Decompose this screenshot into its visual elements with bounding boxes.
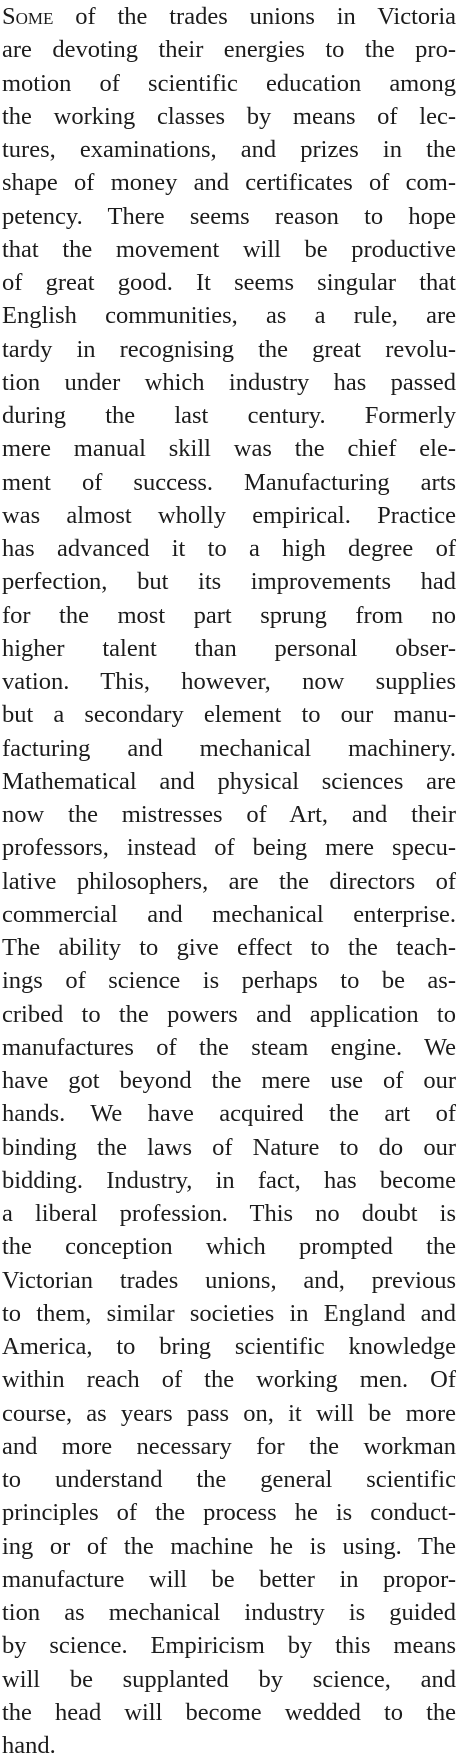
article-line: has advanced it to a high degree of <box>2 535 456 562</box>
article-line: the working classes by means of lec- <box>2 102 456 130</box>
article-line: cribed to the powers and application to <box>2 1000 456 1028</box>
article-line: but a secondary element to our manu- <box>2 701 456 729</box>
article-line: of great good. It seems singular that <box>2 269 456 296</box>
article-line: tion as mechanical industry is guided <box>2 1599 456 1626</box>
article-line: Mathematical and physical sciences are <box>2 767 456 795</box>
article-line: motion of scientific education among <box>2 69 456 97</box>
article-line: commercial and mechanical enterprise. <box>2 900 456 928</box>
article-line: principles of the process he is conduct- <box>2 1499 456 1527</box>
article-line: ings of science is perhaps to be as- <box>2 967 456 995</box>
article-line: ing or of the machine he is using. The <box>2 1532 456 1560</box>
article-line: manufactures of the steam engine. We <box>2 1033 456 1061</box>
article-line: the conception which prompted the <box>2 1233 456 1261</box>
article-line: English communities, as a rule, are <box>2 302 456 330</box>
article-line: shape of money and certificates of com- <box>2 169 456 197</box>
lead-word: Some <box>2 3 54 30</box>
article-line: perfection, but its improvements had <box>2 568 456 596</box>
article-line: Victorian trades unions, and, previous <box>2 1266 456 1294</box>
article-line: facturing and mechanical machinery. <box>2 734 456 762</box>
article-line: have got beyond the mere use of our <box>2 1067 456 1094</box>
article-line: vation. This, however, now supplies <box>2 668 456 695</box>
article-line: the head will become wedded to the <box>2 1698 456 1726</box>
article-line: ment of success. Manufacturing arts <box>2 468 456 496</box>
article-line: was almost wholly empirical. Practice <box>2 501 456 529</box>
article-line: tardy in recognising the great revolu- <box>2 335 456 363</box>
article-line: America, to bring scientific knowledge <box>2 1333 456 1360</box>
article-line: hand. <box>2 1732 56 1759</box>
article-line: course, as years pass on, it will be more <box>2 1399 456 1427</box>
article-line: bidding. Industry, in fact, has become <box>2 1166 456 1194</box>
article-line: petency. There seems reason to hope <box>2 202 456 230</box>
article-line: manufacture will be better in propor- <box>2 1565 456 1593</box>
article-line: a liberal profession. This no doubt is <box>2 1200 456 1227</box>
article-line: will be supplanted by science, and <box>2 1665 456 1693</box>
article-line: by science. Empiricism by this means <box>2 1632 456 1660</box>
article-line: that the movement will be productive <box>2 235 456 263</box>
article-line: binding the laws of Nature to do our <box>2 1133 456 1161</box>
article-line: during the last century. Formerly <box>2 402 456 429</box>
article-line: Some of the trades unions in Victoria <box>2 3 456 30</box>
article-line: are devoting their energies to the pro- <box>2 36 456 64</box>
article-line: tion under which industry has passed <box>2 368 456 396</box>
article-line: now the mistresses of Art, and their <box>2 801 456 828</box>
article-line: and more necessary for the workman <box>2 1432 456 1460</box>
article-line: professors, instead of being mere specu- <box>2 834 456 862</box>
article-line: lative philosophers, are the directors of <box>2 867 456 895</box>
article-line: hands. We have acquired the art of <box>2 1100 456 1128</box>
article-line: higher talent than personal obser- <box>2 634 456 662</box>
article-line: The ability to give effect to the teach- <box>2 934 456 961</box>
article-line: to understand the general scientific <box>2 1466 456 1493</box>
article-line: tures, examinations, and prizes in the <box>2 136 456 163</box>
article-line: to them, similar societies in England and <box>2 1299 456 1327</box>
article-line: mere manual skill was the chief ele- <box>2 435 456 463</box>
article-line: within reach of the working men. Of <box>2 1366 456 1394</box>
article-line: for the most part sprung from no <box>2 601 456 629</box>
article-column <box>2 0 456 1762</box>
